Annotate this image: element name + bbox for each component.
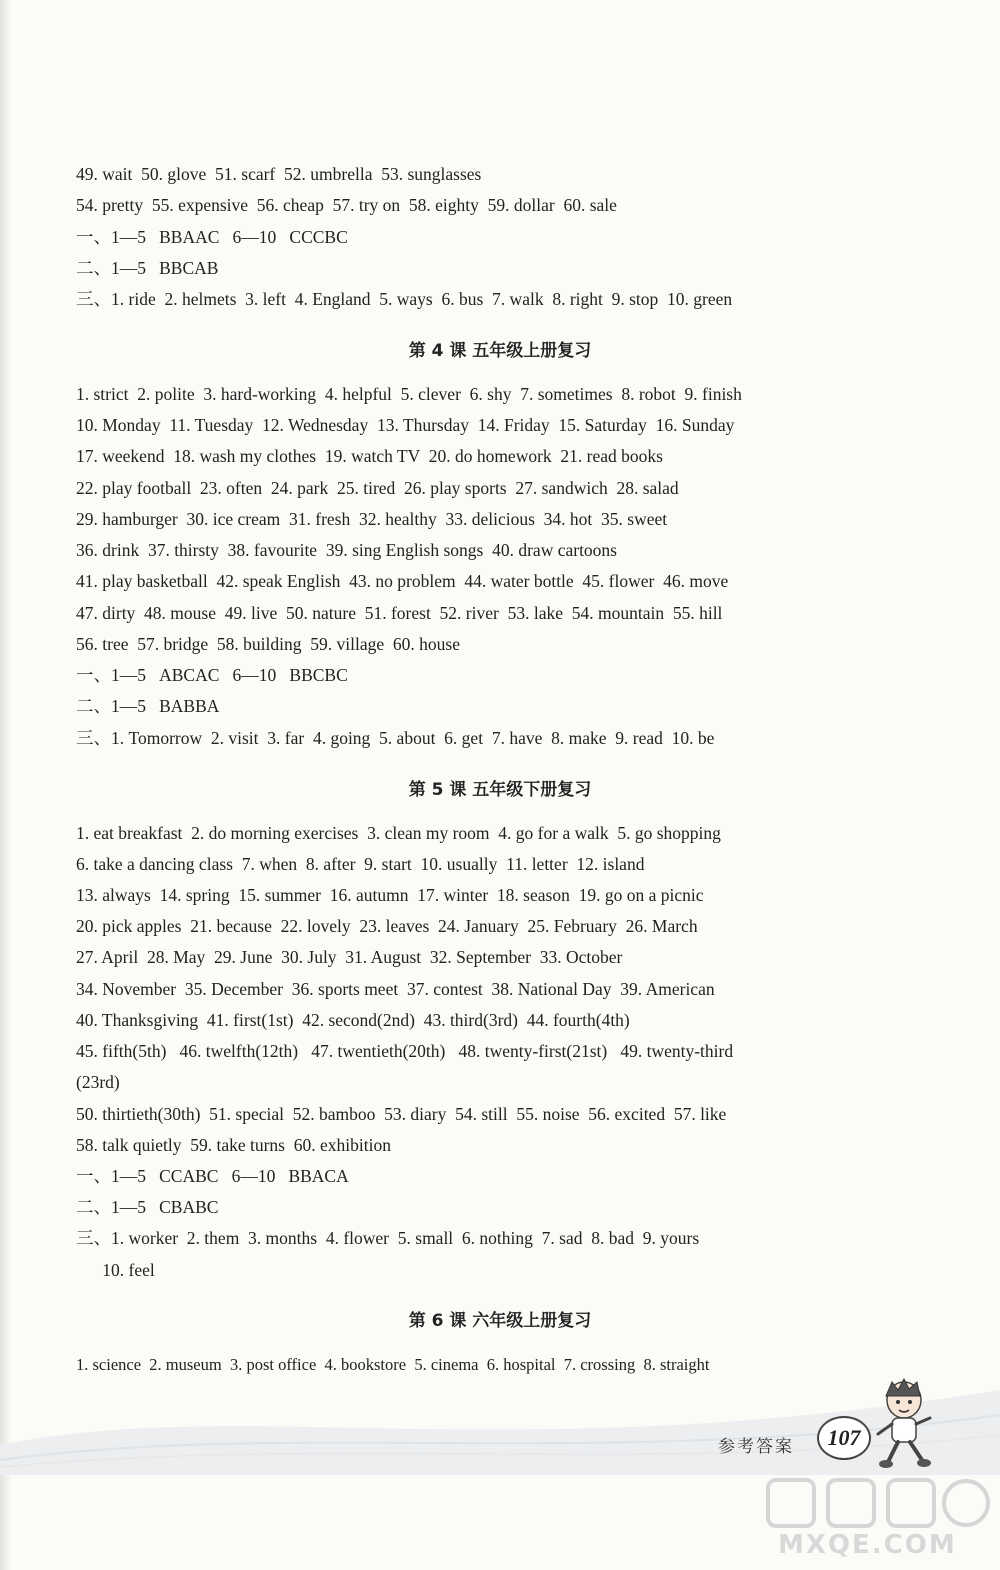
answer-line: 36. drink 37. thirsty 38. favourite 39. sing English songs 40. draw cartoons (76, 540, 617, 560)
running-boy-mascot-icon (862, 1376, 942, 1471)
answer-line: 29. hamburger 30. ice cream 31. fresh 32. healthy 33. delicious 34. hot 35. sweet (76, 509, 668, 529)
watermark-text: MXQE.COM (778, 1530, 957, 1560)
answer-line: 10. feel (76, 1260, 155, 1280)
answer-line: 三、1. worker 2. them 3. months 4. flower 5. small 6. nothing 7. sad 8. bad 9. yours (76, 1228, 700, 1248)
answer-line: 20. pick apples 21. because 22. lovely 23. leaves 24. January 25. February 26. March (76, 916, 698, 936)
answer-line: 17. weekend 18. wash my clothes 19. watch TV 20. do homework 21. read books (76, 446, 663, 466)
answer-line: 50. thirtieth(30th) 51. special 52. bamboo 53. diary 54. still 55. noise 56. excited 57. like (76, 1104, 727, 1124)
answer-line: 一、1—5 CCABC 6—10 BBACA (76, 1166, 349, 1186)
footer-label: 参考答案 (718, 1437, 794, 1456)
answer-line: 45. fifth(5th) 46. twelfth(12th) 47. twentieth(20th) 48. twenty-first(21st) 49. twenty-third (76, 1041, 734, 1061)
page-number: 107 (817, 1416, 871, 1460)
answer-line: 49. wait 50. glove 51. scarf 52. umbrella 53. sunglasses (76, 164, 482, 184)
answer-line: 34. November 35. December 36. sports meet 37. contest 38. National Day 39. American (76, 979, 715, 999)
answer-line: 58. talk quietly 59. take turns 60. exhibition (76, 1135, 391, 1155)
lesson-4-heading: 第 4 课 五年级上册复习 (408, 341, 592, 361)
answer-line: 1. science 2. museum 3. post office 4. bookstore 5. cinema 6. hospital 7. crossing 8. straight (76, 1355, 710, 1374)
answer-line: 40. Thanksgiving 41. first(1st) 42. second(2nd) 43. third(3rd) 44. fourth(4th) (76, 1010, 630, 1030)
answer-line: 三、1. Tomorrow 2. visit 3. far 4. going 5. about 6. get 7. have 8. make 9. read 10. be (76, 728, 715, 748)
lesson-5-heading: 第 5 课 五年级下册复习 (408, 780, 592, 800)
answer-line: 1. strict 2. polite 3. hard-working 4. helpful 5. clever 6. shy 7. sometimes 8. robot 9. finish (76, 384, 742, 404)
answer-line: 1. eat breakfast 2. do morning exercises 3. clean my room 4. go for a walk 5. go shopping (76, 823, 721, 843)
answer-line: 二、1—5 BABBA (76, 696, 220, 716)
answer-line: 47. dirty 48. mouse 49. live 50. nature 51. forest 52. river 53. lake 54. mountain 55. hill (76, 603, 723, 623)
answer-line: 二、1—5 CBABC (76, 1197, 219, 1217)
answer-line: 三、1. ride 2. helmets 3. left 4. England 5. ways 6. bus 7. walk 8. right 9. stop 10. green (76, 289, 733, 309)
answer-line: 54. pretty 55. expensive 56. cheap 57. try on 58. eighty 59. dollar 60. sale (76, 195, 617, 215)
answer-line: 13. always 14. spring 15. summer 16. autumn 17. winter 18. season 19. go on a picnic (76, 885, 704, 905)
answer-line: 56. tree 57. bridge 58. building 59. village 60. house (76, 634, 460, 654)
answer-line: (23rd) (76, 1072, 120, 1092)
lesson-6-heading: 第 6 课 六年级上册复习 (408, 1311, 592, 1331)
answer-line: 6. take a dancing class 7. when 8. after 9. start 10. usually 11. letter 12. island (76, 854, 645, 874)
answer-line: 27. April 28. May 29. June 30. July 31. August 32. September 33. October (76, 947, 623, 967)
answer-line: 一、1—5 BBAAC 6—10 CCCBC (76, 227, 348, 247)
answer-line: 二、1—5 BBCAB (76, 258, 219, 278)
answer-line: 22. play football 23. often 24. park 25. tired 26. play sports 27. sandwich 28. salad (76, 478, 679, 498)
answer-line: 一、1—5 ABCAC 6—10 BBCBC (76, 665, 348, 685)
answer-line: 10. Monday 11. Tuesday 12. Wednesday 13. Thursday 14. Friday 15. Saturday 16. Sunday (76, 415, 735, 435)
answer-line: 41. play basketball 42. speak English 43. no problem 44. water bottle 45. flower 46. move (76, 571, 729, 591)
